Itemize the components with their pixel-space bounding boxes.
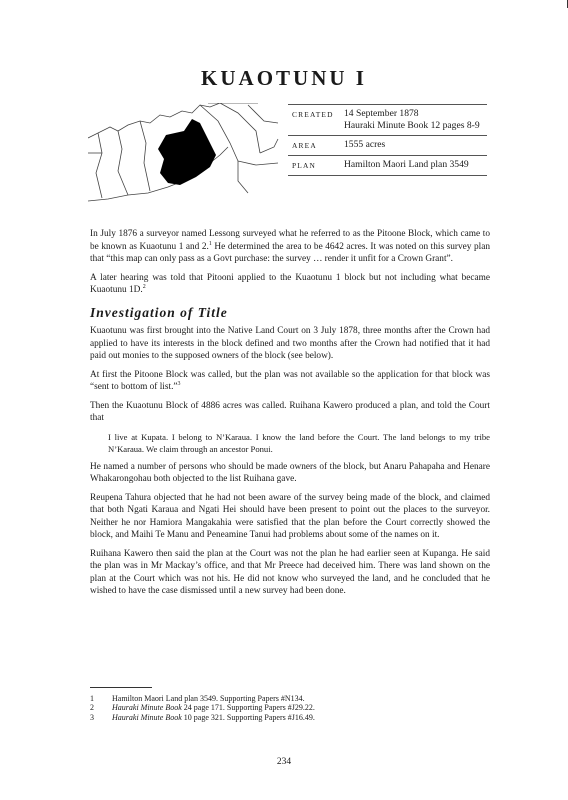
created-source: Hauraki Minute Book 12 pages 8-9 [344,120,480,131]
footnote-1: 1 Hamilton Maori Land plan 3549. Supporting Papers #N134. [90,694,305,703]
boundary-8 [260,139,278,153]
footnote-ref-3: 3 [177,380,181,387]
created-row [288,104,487,135]
paragraph-2: A later hearing was told that Pitooni applied to the Kuaotunu 1 block but not including what became Kuaotunu 1D.$^2$ [90,272,490,295]
footnote-3: 3 Hauraki Minute Book 10 page 321. Supporting Papers #J16.49. [90,712,315,722]
paragraph-6: He named a number of persons who should be made owners of the block, but Anaru Pahapaha and Henare Whakarongohau both objected to the list Ruihana gave. [90,461,490,484]
section-heading: Investigation of Title [90,304,228,320]
plan-value: Hamilton Maori Land plan 3549 [344,159,469,170]
body-text [90,228,490,604]
created-label: CREATED [292,110,334,119]
footnotes [90,694,490,722]
boundary-1 [96,133,102,198]
footnote-2: 2 Hauraki Minute Book 24 page 171. Supporting Papers #J29.22. [90,703,315,713]
paragraph-8: Ruihana Kawero then said the plan at the Court was not the plan he had earlier seen at Kupanga. He said the plan was in Mr Mackay’s office, and that Mr Preece had deceived him. There was land shown on the plan at the Court which was not his. He did not know who surveyed the land, and he concluded that he wished to have the case dismissed until a new survey had been done. [90,548,490,596]
paragraph-1: In July 1876 a surveyor named Lessong surveyed what he referred to as the Pitoone Block, which came to be known as Kuaotunu 1 and 2.$^1$ He determined the area to be 4642 acres. It was noted on this survey plan that “this map can only pass as a Govt purchase: the survey … render it unfit for a Crown Grant”. [90,229,491,264]
paragraph-3: Kuaotunu was first brought into the Native Land Court on 3 July 1878, three months after the Crown had applied to have its interests in the block defined and two months after the Crown had notified that it had paid out monies to the supposed owners of the block (see below). [90,326,490,361]
area-value: 1555 acres [344,139,386,150]
paragraph-4: At first the Pitoone Block was called, but the plan was not available so the application for that block was “sent to bottom of list.”$^3$ [90,369,490,392]
paragraph-7: Reupena Tahura objected that he had not been aware of the survey being made of the block, and claimed that both Ngati Karaua and Ngati Hei should have been present to point out the places to the surveyor. Neither he nor Hamiora Mangakahia were satisfied that the plan before the Court correctly showed the block, and Maihi Te Manu and Peneamine Tanui had problems about some of the names on it. [90,492,490,540]
boundary-3 [140,121,150,191]
block-quote: I live at Kupata. I belong to N’Karaua. I know the land before the Court. The land belongs to my tribe N’Karaua. We claim through an ancestor Ponui. [108,431,490,454]
plan-row [288,155,487,176]
page-title: KUAOTUNU I [201,66,367,90]
boundary-6 [238,161,278,165]
created-date: 14 September 1878 [344,108,419,119]
footnote-ref-1: 1 [208,240,212,247]
area-label: AREA [292,141,317,150]
plan-label: PLAN [292,161,317,170]
page-corner-mark [559,0,568,8]
boundary-2 [118,131,128,195]
footnote-ref-2: 2 [142,283,146,290]
area-row [288,135,487,155]
block-details [288,104,487,176]
boundary-7 [248,105,278,123]
page-number: 234 [276,757,292,767]
boundary-11 [238,161,248,193]
locator-map [88,103,279,203]
kuaotunu-block-shape [158,119,216,185]
footnote-divider [90,687,152,688]
paragraph-5: Then the Kuaotunu Block of 4886 acres was called. Ruihana Kawero produced a plan, and told the Court that [90,400,490,423]
